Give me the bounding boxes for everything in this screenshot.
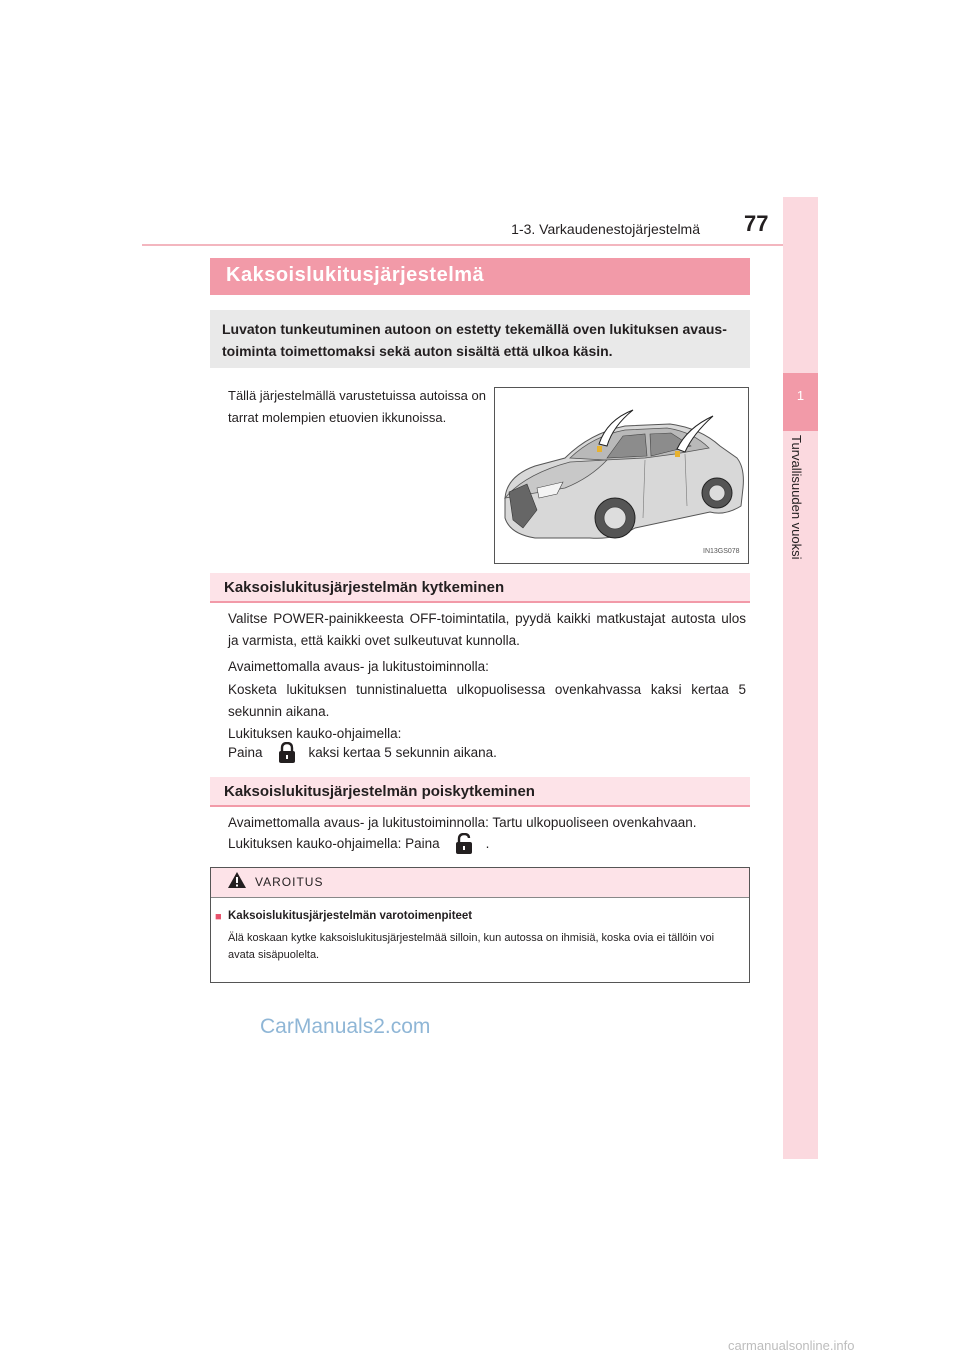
header-divider xyxy=(142,244,818,246)
chapter-label: Turvallisuuden vuoksi xyxy=(789,435,804,560)
activate-keyless-label: Avaimettomalla avaus- ja lukitustoiminnolla: xyxy=(228,659,489,674)
deactivate-keyless-instruction: Avaimettomalla avaus- ja lukitustoiminnolla: Tartu ulkopuoliseen ovenkahvaan. xyxy=(228,815,697,830)
activate-keyless-instruction: Kosketa lukituksen tunnistinaluetta ulkopuolisessa ovenkahvassa kaksi kertaa 5 sekunnin aikana. xyxy=(228,682,746,719)
warning-subtitle: Kaksoislukitusjärjestelmän varotoimenpiteet xyxy=(228,910,473,922)
car-illustration xyxy=(494,387,749,564)
activate-twice-text: kaksi kertaa 5 sekunnin aikana. xyxy=(308,745,497,760)
figure-code: IN13GS078 xyxy=(703,548,740,555)
watermark-bottom: carmanualsonline.info xyxy=(728,1338,855,1353)
deactivate-remote-instruction xyxy=(228,833,746,855)
activate-remote-instruction xyxy=(228,742,746,764)
deactivate-heading: Kaksoislukitusjärjestelmän poiskytkeminen xyxy=(224,783,535,800)
section-title: 1-3. Varkaudenestojärjestelmä xyxy=(511,221,700,237)
unlock-icon xyxy=(454,833,474,855)
page-number: 77 xyxy=(744,211,769,236)
deactivate-period: . xyxy=(485,836,490,851)
activate-paragraph-1: Valitse POWER-painikkeesta OFF-toimintatila, pyydä kaikki matkustajat autosta ulos ja varmista, että kaikki ovet sulkeutuvat kunnolla. xyxy=(228,611,746,648)
activate-press-text: Paina xyxy=(228,745,263,760)
intro-text: Luvaton tunkeutuminen autoon on estetty tekemällä oven lukituksen avaus- toiminta toimettomaksi sekä auton sisältä että ulkoa käsin. xyxy=(222,321,727,359)
chapter-label-container xyxy=(775,435,827,615)
warning-body: Älä koskaan kytke kaksoislukitusjärjestelmää silloin, kun autossa on ihmisiä, koska ovia ei tällöin voi avata sisäpuolelta. xyxy=(228,932,715,961)
body-intro-text: Tällä järjestelmällä varustetuissa autoissa on tarrat molempien etuovien ikkunoissa. xyxy=(228,388,486,425)
warning-icon xyxy=(227,871,247,894)
activate-heading: Kaksoislukitusjärjestelmän kytkeminen xyxy=(224,579,505,596)
chapter-number: 1 xyxy=(796,388,805,403)
watermark-top: CarManuals2.com xyxy=(260,1015,431,1038)
deactivate-press-text: Lukituksen kauko-ohjaimella: Paina xyxy=(228,836,440,851)
car-drawing xyxy=(495,388,749,564)
page-title: Kaksoislukitusjärjestelmä xyxy=(226,264,485,286)
warning-bullet-icon: ■ xyxy=(215,911,222,923)
chapter-side-strip xyxy=(783,197,818,1159)
lock-icon xyxy=(277,742,297,764)
warning-title: VAROITUS xyxy=(255,875,324,889)
activate-remote-label: Lukituksen kauko-ohjaimella: xyxy=(228,726,402,741)
